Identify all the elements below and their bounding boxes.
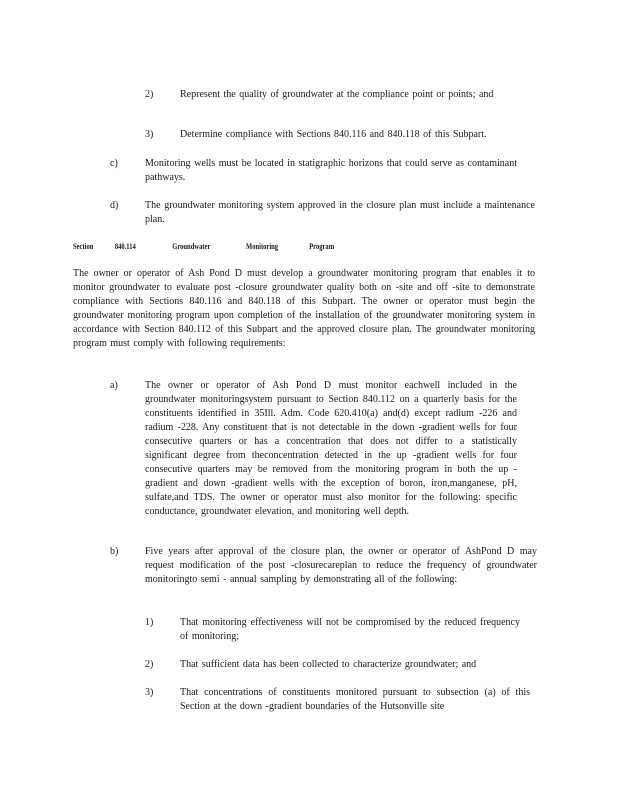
item-text: Determine compliance with Sections 840.116 and 840.118 of this Subpart.: [180, 129, 487, 140]
intro-paragraph: The owner or operator of Ash Pond D must develop a groundwater monitoring program that enables it to monitor groundwater to evaluate post -closure groundwater quality both on -site and off -site to demonstrate compliance with Sections 840.116 and 840.118 of this Subpart. The owner or operator must begin the groundwater monitoring program upon completion of the installation of the groundwater monitoring system in accordance with Section 840.112 of this Subpart and the approved closure plan. The groundwater monitoring program must comply with following requirements:: [73, 268, 535, 349]
sub-item-text: That concentrations of constituents monitored pursuant to subsection (a) of this Section at the down -gradient boundaries of the Hutsonville site: [180, 687, 530, 712]
sub-item-text: That sufficient data has been collected to characterize groundwater; and: [180, 659, 477, 670]
item-number: 3): [145, 129, 154, 140]
section-heading: [73, 240, 401, 254]
subsection-text: The owner or operator of Ash Pond D must monitor eachwell included in the groundwater monitoringsystem pursuant to Section 840.112 on a quarterly basis for the constituents identified in 35Ill. Adm. Code 620.410(a) and(d) except radium -226 and radium -228. Any constituent that is not detectable in the down -gradient wells for four consecutive quarters or has a concentration that does not differ to a statistically significant degree from theconcentration detected in the up -gradient wells for four consecutive quarters may be removed from the monitoring program in both the up -gradient and down -gradient wells with the exception of boron, iron,manganese, pH, sulfate,and TDS. The owner or operator must also monitor for the following: specific conductance, groundwater elevation, and monitoring well depth.: [145, 380, 517, 517]
sub-item-number: 2): [145, 659, 154, 670]
subsection-letter: b): [110, 546, 119, 557]
subsection-letter: a): [110, 380, 118, 391]
section-label: Section: [73, 242, 94, 251]
item-text: Represent the quality of groundwater at the compliance point or points; and: [180, 89, 494, 100]
item-letter: d): [110, 200, 119, 211]
sub-item-text: That monitoring effectiveness will not be compromised by the reduced frequency of monitoring;: [180, 617, 520, 642]
subsection-text: Five years after approval of the closure plan, the owner or operator of AshPond D may request modification of the post -closurecareplan to reduce the frequency of groundwater monitoringto semi - annual sampling by demonstrating all of the following:: [145, 546, 537, 585]
item-text: Monitoring wells must be located in statigraphic horizons that could serve as contaminant pathways.: [145, 158, 517, 183]
section-title-word: Program: [309, 242, 335, 251]
section-title-word: Groundwater: [172, 242, 211, 251]
sub-item-number: 3): [145, 687, 154, 698]
item-number: 2): [145, 89, 154, 100]
item-text: The groundwater monitoring system approved in the closure plan must include a maintenance plan.: [145, 200, 535, 225]
section-title-word: Monitoring: [246, 242, 279, 251]
sub-item-number: 1): [145, 617, 154, 628]
section-number: 840.114: [114, 242, 136, 251]
item-letter: c): [110, 158, 118, 169]
